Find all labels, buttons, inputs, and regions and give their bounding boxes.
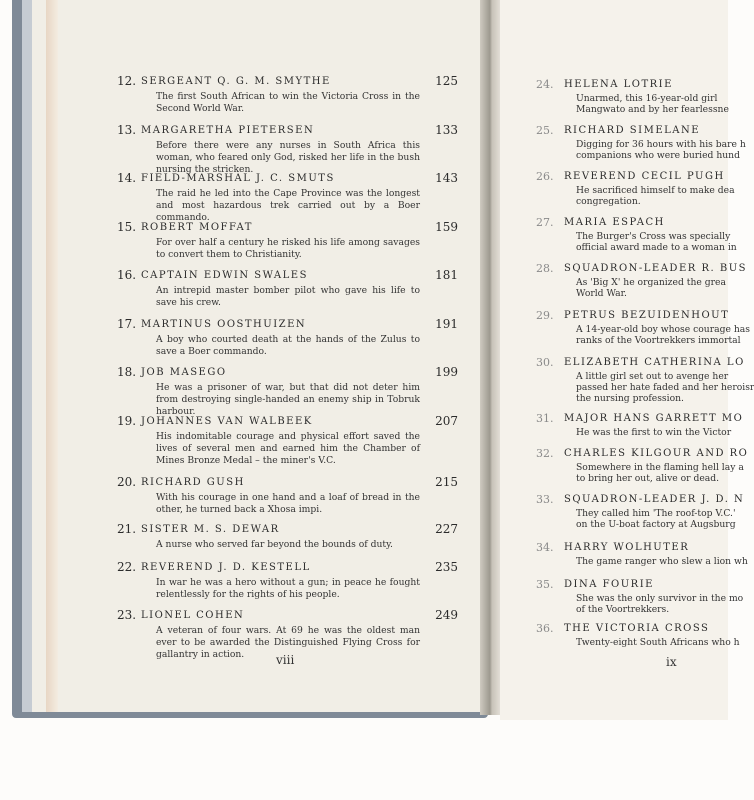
entry-page-number: 125	[435, 74, 458, 88]
entry-description: The raid he led into the Cape Province was the longest and most hazardous trek carried out by a Boer commando.	[156, 188, 420, 223]
entry-page-number: 235	[435, 560, 458, 574]
entry-description: The first South African to win the Victoria Cross in the Second World War.	[156, 91, 420, 114]
entry-description-line: official award made to a woman in	[576, 242, 737, 253]
entry-number: 32.	[536, 447, 554, 460]
entry-title: THE VICTORIA CROSS	[564, 623, 710, 634]
entry-description-line: They called him 'The roof-top V.C.'	[576, 508, 736, 519]
entry-title: SQUADRON-LEADER J. D. N	[564, 494, 745, 505]
right-contents-list	[500, 0, 754, 720]
entry-description-line: She was the only survivor in the mo	[576, 593, 744, 604]
entry-number: 14.	[117, 171, 137, 185]
entry-description-line: ranks of the Voortrekkers immortal	[576, 335, 741, 346]
entry-number: 17.	[117, 317, 137, 331]
entry-description-line: The game ranger who slew a lion wh	[576, 556, 748, 567]
entry-page-number: 199	[435, 365, 458, 379]
entry-title: PETRUS BEZUIDENHOUT	[564, 310, 730, 321]
entry-number: 20.	[117, 475, 137, 489]
entry-page-number: 207	[435, 414, 458, 428]
entry-title: MARIA ESPACH	[564, 217, 665, 228]
entry-number: 21.	[117, 522, 137, 536]
entry-title: JOHANNES VAN WALBEEK	[141, 416, 313, 427]
entry-description-line: A little girl set out to avenge her	[576, 371, 729, 382]
entry-number: 28.	[536, 262, 554, 275]
entry-description-line: Twenty-eight South Africans who h	[576, 637, 740, 648]
entry-description: An intrepid master bomber pilot who gave his life to save his crew.	[156, 285, 420, 308]
entry-title: CAPTAIN EDWIN SWALES	[141, 270, 308, 281]
entry-description-line: passed her hate faded and her heroisr	[576, 382, 754, 393]
entry-number: 34.	[536, 541, 554, 554]
entry-description-line: A 14-year-old boy whose courage has	[576, 324, 750, 335]
entry-page-number: 143	[435, 171, 458, 185]
entry-description-line: companions who were buried hund	[576, 150, 740, 161]
entry-number: 15.	[117, 220, 137, 234]
entry-description: He was a prisoner of war, but that did not deter him from destroying single-handed an enemy ship in Tobruk harbour.	[156, 382, 420, 417]
entry-description-line: He was the first to win the Victor	[576, 427, 732, 438]
entry-description: Before there were any nurses in South Africa this woman, who feared only God, risked her life in the bush nursing the stricken.	[156, 140, 420, 175]
entry-description-line: The Burger's Cross was specially	[576, 231, 731, 242]
entry-title: SERGEANT Q. G. M. SMYTHE	[141, 76, 331, 87]
entry-number: 26.	[536, 170, 554, 183]
entry-description-line: the nursing profession.	[576, 393, 684, 404]
entry-page-number: 191	[435, 317, 458, 331]
entry-number: 22.	[117, 560, 137, 574]
entry-page-number: 159	[435, 220, 458, 234]
entry-description-line: Mangwato and by her fearlessne	[576, 104, 729, 115]
entry-page-number: 181	[435, 268, 458, 282]
left-folio: viii	[276, 653, 295, 667]
entry-title: DINA FOURIE	[564, 579, 654, 590]
entry-number: 27.	[536, 216, 554, 229]
entry-title: SQUADRON-LEADER R. BUS	[564, 263, 747, 274]
entry-page-number: 227	[435, 522, 458, 536]
entry-description-line: Unarmed, this 16-year-old girl	[576, 93, 718, 104]
entry-page-number: 133	[435, 123, 458, 137]
entry-title: RICHARD SIMELANE	[564, 125, 701, 136]
entry-description-line: congregation.	[576, 196, 641, 207]
entry-number: 24.	[536, 78, 554, 91]
entry-description: A boy who courted death at the hands of the Zulus to save a Boer commando.	[156, 334, 420, 357]
entry-page-number: 249	[435, 608, 458, 622]
entry-number: 33.	[536, 493, 554, 506]
entry-description: His indomitable courage and physical effort saved the lives of several men and earned him the Chamber of Mines Bronze Medal – the miner's V.C.	[156, 431, 420, 466]
entry-title: ROBERT MOFFAT	[141, 222, 253, 233]
entry-title: MARTINUS OOSTHUIZEN	[141, 319, 307, 330]
entry-number: 23.	[117, 608, 137, 622]
entry-description: In war he was a hero without a gun; in peace he fought relentlessly for the rights of his people.	[156, 577, 420, 600]
entry-title: FIELD-MARSHAL J. C. SMUTS	[141, 173, 335, 184]
entry-title: HELENA LOTRIE	[564, 79, 673, 90]
left-page-edge	[46, 0, 58, 712]
entry-number: 31.	[536, 412, 554, 425]
entry-number: 35.	[536, 578, 554, 591]
entry-number: 25.	[536, 124, 554, 137]
entry-description-line: Digging for 36 hours with his bare h	[576, 139, 746, 150]
entry-title: LIONEL COHEN	[141, 610, 245, 621]
entry-title: REVEREND J. D. KESTELL	[141, 562, 311, 573]
entry-number: 29.	[536, 309, 554, 322]
entry-description-line: on the U-boat factory at Augsburg	[576, 519, 736, 530]
entry-page-number: 215	[435, 475, 458, 489]
entry-description: With his courage in one hand and a loaf of bread in the other, he turned back a Xhosa impi.	[156, 492, 420, 515]
entry-number: 13.	[117, 123, 137, 137]
entry-description-line: to bring her out, alive or dead.	[576, 473, 720, 484]
entry-title: MAJOR HANS GARRETT MO	[564, 413, 744, 424]
entry-description-line: Somewhere in the flaming hell lay a	[576, 462, 744, 473]
entry-title: MARGARETHA PIETERSEN	[141, 125, 315, 136]
entry-description-line: World War.	[576, 288, 627, 299]
entry-title: ELIZABETH CATHERINA LO	[564, 357, 745, 368]
entry-description: For over half a century he risked his life among savages to convert them to Christianity.	[156, 237, 420, 260]
entry-title: REVEREND CECIL PUGH	[564, 171, 725, 182]
entry-description: A nurse who served far beyond the bounds of duty.	[156, 539, 393, 550]
entry-description-line: As 'Big X' he organized the grea	[576, 277, 726, 288]
book-gutter	[480, 0, 502, 715]
entry-number: 18.	[117, 365, 137, 379]
entry-description: A veteran of four wars. At 69 he was the oldest man ever to be awarded the Distinguished Flying Cross for gallantry in action.	[156, 625, 420, 660]
entry-number: 19.	[117, 414, 137, 428]
entry-title: JOB MASEGO	[141, 367, 227, 378]
entry-title: SISTER M. S. DEWAR	[141, 524, 280, 535]
entry-title: CHARLES KILGOUR AND RO	[564, 448, 749, 459]
entry-number: 36.	[536, 622, 554, 635]
entry-description-line: He sacrificed himself to make dea	[576, 185, 735, 196]
entry-description-line: of the Voortrekkers.	[576, 604, 670, 615]
entry-number: 12.	[117, 74, 137, 88]
right-folio: ix	[666, 655, 677, 669]
entry-title: RICHARD GUSH	[141, 477, 245, 488]
entry-number: 30.	[536, 356, 554, 369]
entry-title: HARRY WOLHUTER	[564, 542, 690, 553]
entry-number: 16.	[117, 268, 137, 282]
